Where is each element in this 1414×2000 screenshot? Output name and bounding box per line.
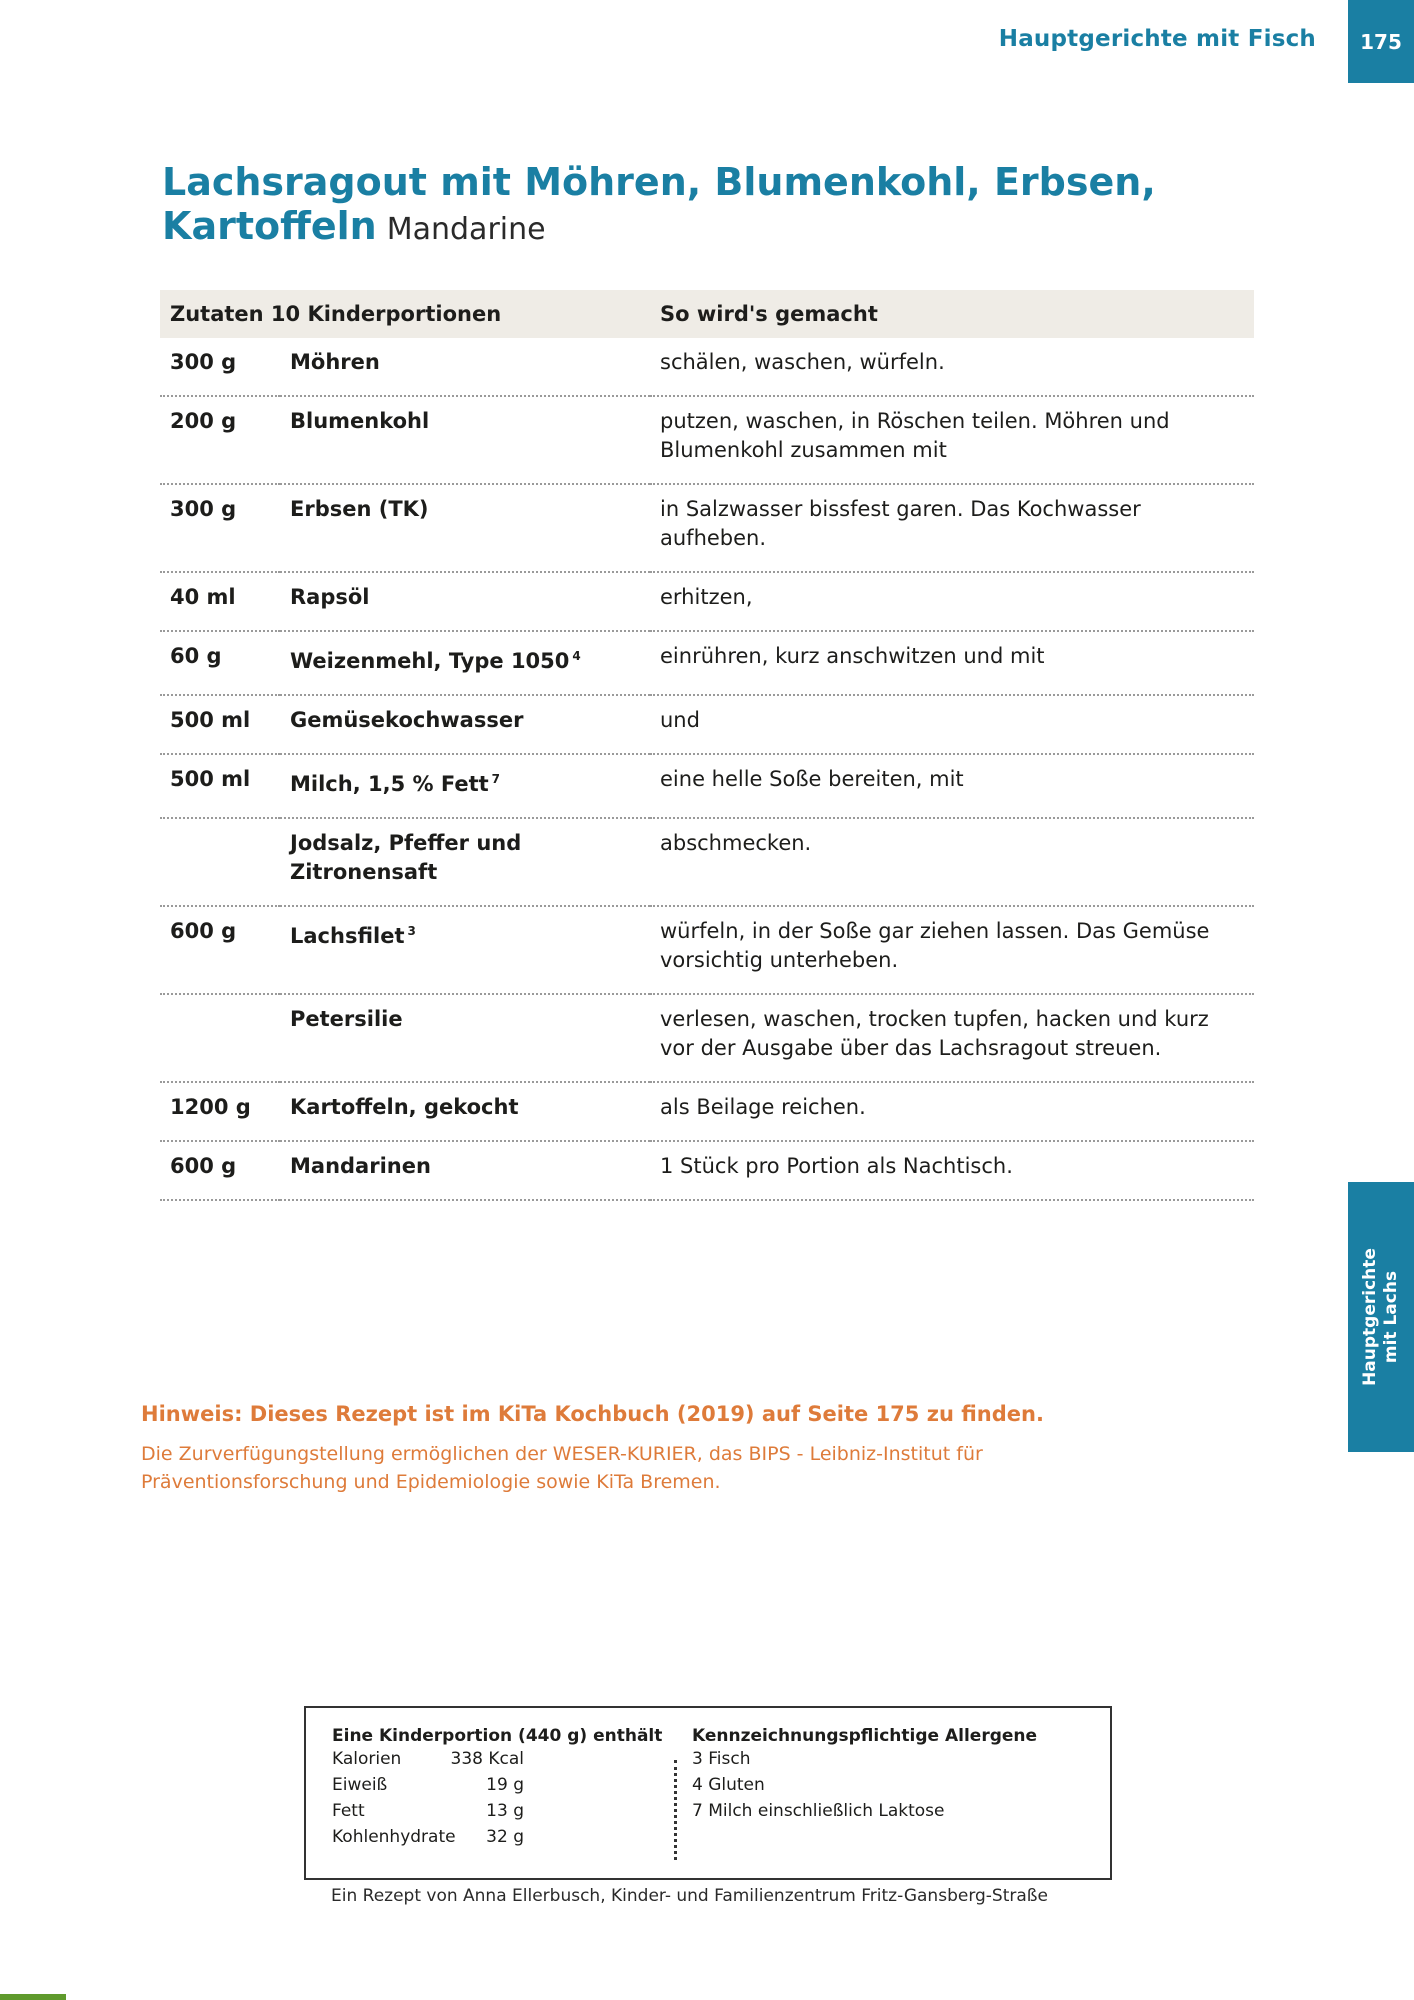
- allergen-footnote: 4: [572, 649, 581, 663]
- corner-accent-bar: [0, 1994, 66, 2000]
- ingredient-quantity: 600 g: [170, 1154, 237, 1178]
- table-row: [160, 338, 1254, 396]
- nutrition-label: Eiweiß: [332, 1775, 388, 1795]
- ingredient-quantity-cell: [160, 994, 280, 1082]
- ingredient-name-cell: [280, 572, 650, 631]
- ingredient-quantity: 200 g: [170, 409, 237, 433]
- preparation-step-cell: [650, 818, 1254, 906]
- ingredient-name-cell: [280, 484, 650, 572]
- preparation-step: erhitzen,: [660, 585, 753, 609]
- preparation-step: als Beilage reichen.: [660, 1095, 866, 1119]
- table-header-row: [160, 290, 1254, 338]
- ingredient-name: Mandarinen: [290, 1154, 431, 1178]
- preparation-step-cell: [650, 572, 1254, 631]
- nutrition-row: [332, 1772, 662, 1798]
- ingredient-name-cell: [280, 695, 650, 754]
- preparation-step-cell: [650, 631, 1254, 695]
- nutrition-row: [332, 1746, 662, 1772]
- nutrition-label: Kohlenhydrate: [332, 1827, 456, 1847]
- ingredient-name-cell: [280, 631, 650, 695]
- preparation-step: einrühren, kurz anschwitzen und mit: [660, 644, 1045, 668]
- ingredient-quantity: 300 g: [170, 497, 237, 521]
- preparation-step-cell: [650, 484, 1254, 572]
- ingredient-quantity-cell: [160, 754, 280, 818]
- preparation-step-cell: [650, 1082, 1254, 1141]
- ingredient-quantity: 500 ml: [170, 767, 251, 791]
- allergen-item: 3 Fisch: [692, 1749, 751, 1769]
- nutrition-heading: Eine Kinderportion (440 g) enthält: [332, 1726, 663, 1746]
- ingredient-quantity: 1200 g: [170, 1095, 251, 1119]
- ingredient-name-cell: [280, 338, 650, 396]
- ingredient-name: Erbsen (TK): [290, 497, 429, 521]
- recipe-title-main: Lachsragout mit Möhren, Blumenkohl, Erbsen, Kartoffeln: [162, 160, 1156, 248]
- recipe-subtitle: Mandarine: [386, 212, 546, 247]
- nutrition-value: 338 Kcal: [450, 1749, 524, 1769]
- ingredient-quantity: 300 g: [170, 350, 237, 374]
- nutrition-list: [332, 1746, 662, 1850]
- nutrition-row: [332, 1824, 662, 1850]
- ingredient-name: Milch, 1,5 % Fett: [290, 772, 489, 796]
- ingredient-quantity: 40 ml: [170, 585, 236, 609]
- ingredient-quantity: 60 g: [170, 644, 222, 668]
- preparation-step: in Salzwasser bissfest garen. Das Kochwasser aufheben.: [660, 497, 1141, 550]
- preparation-step-cell: [650, 994, 1254, 1082]
- preparation-step-cell: [650, 396, 1254, 484]
- allergen-heading: Kennzeichnungspflichtige Allergene: [692, 1726, 1038, 1746]
- ingredient-quantity-cell: [160, 818, 280, 906]
- preparation-step-cell: [650, 754, 1254, 818]
- side-tab-line-1: Hauptgerichte: [1360, 1248, 1380, 1386]
- ingredient-quantity: 600 g: [170, 919, 237, 943]
- ingredient-name: Weizenmehl, Type 1050: [290, 649, 570, 673]
- table-row: [160, 906, 1254, 994]
- ingredient-name-cell: [280, 754, 650, 818]
- nutrition-box: [304, 1706, 1112, 1880]
- ingredient-name-cell: [280, 1082, 650, 1141]
- preparation-step: verlesen, waschen, trocken tupfen, hacken und kurz vor der Ausgabe über das Lachsragout streuen.: [660, 1007, 1209, 1060]
- allergen-list: [692, 1746, 1037, 1824]
- ingredient-quantity: 500 ml: [170, 708, 251, 732]
- ingredient-name-cell: [280, 906, 650, 994]
- preparation-step-cell: [650, 1141, 1254, 1200]
- ingredient-name: Lachsfilet: [290, 924, 405, 948]
- table-row: [160, 1141, 1254, 1200]
- ingredient-name-cell: [280, 818, 650, 906]
- ingredient-name: Möhren: [290, 350, 380, 374]
- side-tab-label: [1360, 1248, 1402, 1386]
- ingredient-name: Jodsalz, Pfeffer und Zitronensaft: [290, 831, 522, 884]
- ingredient-quantity-cell: [160, 695, 280, 754]
- hint-text: Die Zurverfügungstellung ermöglichen der WESER-KURIER, das BIPS - Leibniz-Institut für Präventionsforschung und Epidemiologie sowie KiTa Bremen.: [141, 1443, 983, 1493]
- ingredient-name-cell: [280, 396, 650, 484]
- recipe-credit: Ein Rezept von Anna Ellerbusch, Kinder- und Familienzentrum Fritz-Gansberg-Straße: [331, 1886, 1048, 1906]
- ingredient-name: Gemüsekochwasser: [290, 708, 524, 732]
- ingredient-name: Rapsöl: [290, 585, 370, 609]
- ingredient-quantity-cell: [160, 906, 280, 994]
- ingredient-name: Blumenkohl: [290, 409, 430, 433]
- preparation-step: würfeln, in der Soße gar ziehen lassen. Das Gemüse vorsichtig unterheben.: [660, 919, 1210, 972]
- table-row: [160, 818, 1254, 906]
- preparation-step-cell: [650, 906, 1254, 994]
- ingredient-name: Petersilie: [290, 1007, 403, 1031]
- table-row: [160, 754, 1254, 818]
- ingredient-quantity-cell: [160, 484, 280, 572]
- preparation-step: 1 Stück pro Portion als Nachtisch.: [660, 1154, 1013, 1178]
- allergen-footnote: 7: [491, 772, 501, 786]
- table-row: [160, 484, 1254, 572]
- box-divider: [674, 1760, 677, 1860]
- table-row: [160, 994, 1254, 1082]
- recipe-table: [160, 290, 1254, 1201]
- preparation-step-cell: [650, 695, 1254, 754]
- ingredient-quantity-cell: [160, 1141, 280, 1200]
- side-category-tab: [1348, 1182, 1414, 1452]
- hint-heading: Hinweis: Dieses Rezept ist im KiTa Kochbuch (2019) auf Seite 175 zu finden.: [141, 1402, 1044, 1426]
- ingredients-header: Zutaten 10 Kinderportionen: [160, 290, 650, 338]
- ingredient-quantity-cell: [160, 338, 280, 396]
- ingredient-quantity-cell: [160, 1082, 280, 1141]
- preparation-step: schälen, waschen, würfeln.: [660, 350, 945, 374]
- allergen-item: 7 Milch einschließlich Laktose: [692, 1801, 945, 1821]
- preparation-step: eine helle Soße bereiten, mit: [660, 767, 964, 791]
- allergen-item: 4 Gluten: [692, 1775, 765, 1795]
- ingredient-quantity-cell: [160, 572, 280, 631]
- table-row: [160, 631, 1254, 695]
- page-number: 175: [1360, 29, 1402, 54]
- table-row: [160, 1082, 1254, 1141]
- side-tab-line-2: mit Lachs: [1381, 1270, 1401, 1364]
- preparation-step: abschmecken.: [660, 831, 812, 855]
- preparation-step: putzen, waschen, in Röschen teilen. Möhren und Blumenkohl zusammen mit: [660, 409, 1170, 462]
- nutrition-value: 19 g: [486, 1775, 524, 1795]
- ingredient-quantity-cell: [160, 396, 280, 484]
- nutrition-row: [332, 1798, 662, 1824]
- method-header: So wird's gemacht: [650, 290, 1254, 338]
- allergen-section: [692, 1726, 1037, 1824]
- ingredient-name-cell: [280, 1141, 650, 1200]
- nutrition-label: Kalorien: [332, 1749, 402, 1769]
- preparation-step-cell: [650, 338, 1254, 396]
- ingredient-name: Kartoffeln, gekocht: [290, 1095, 519, 1119]
- allergen-footnote: 3: [407, 924, 416, 938]
- page-number-tab: [1348, 0, 1414, 83]
- ingredient-name-cell: [280, 994, 650, 1082]
- table-row: [160, 396, 1254, 484]
- section-title: Hauptgerichte mit Fisch: [998, 26, 1316, 52]
- ingredient-quantity-cell: [160, 631, 280, 695]
- recipe-rows: [160, 338, 1254, 1200]
- preparation-step: und: [660, 708, 700, 732]
- nutrition-section: [332, 1726, 662, 1850]
- nutrition-label: Fett: [332, 1801, 365, 1821]
- table-row: [160, 572, 1254, 631]
- nutrition-value: 32 g: [486, 1827, 524, 1847]
- recipe-title: [162, 160, 1414, 252]
- table-row: [160, 695, 1254, 754]
- nutrition-value: 13 g: [486, 1801, 524, 1821]
